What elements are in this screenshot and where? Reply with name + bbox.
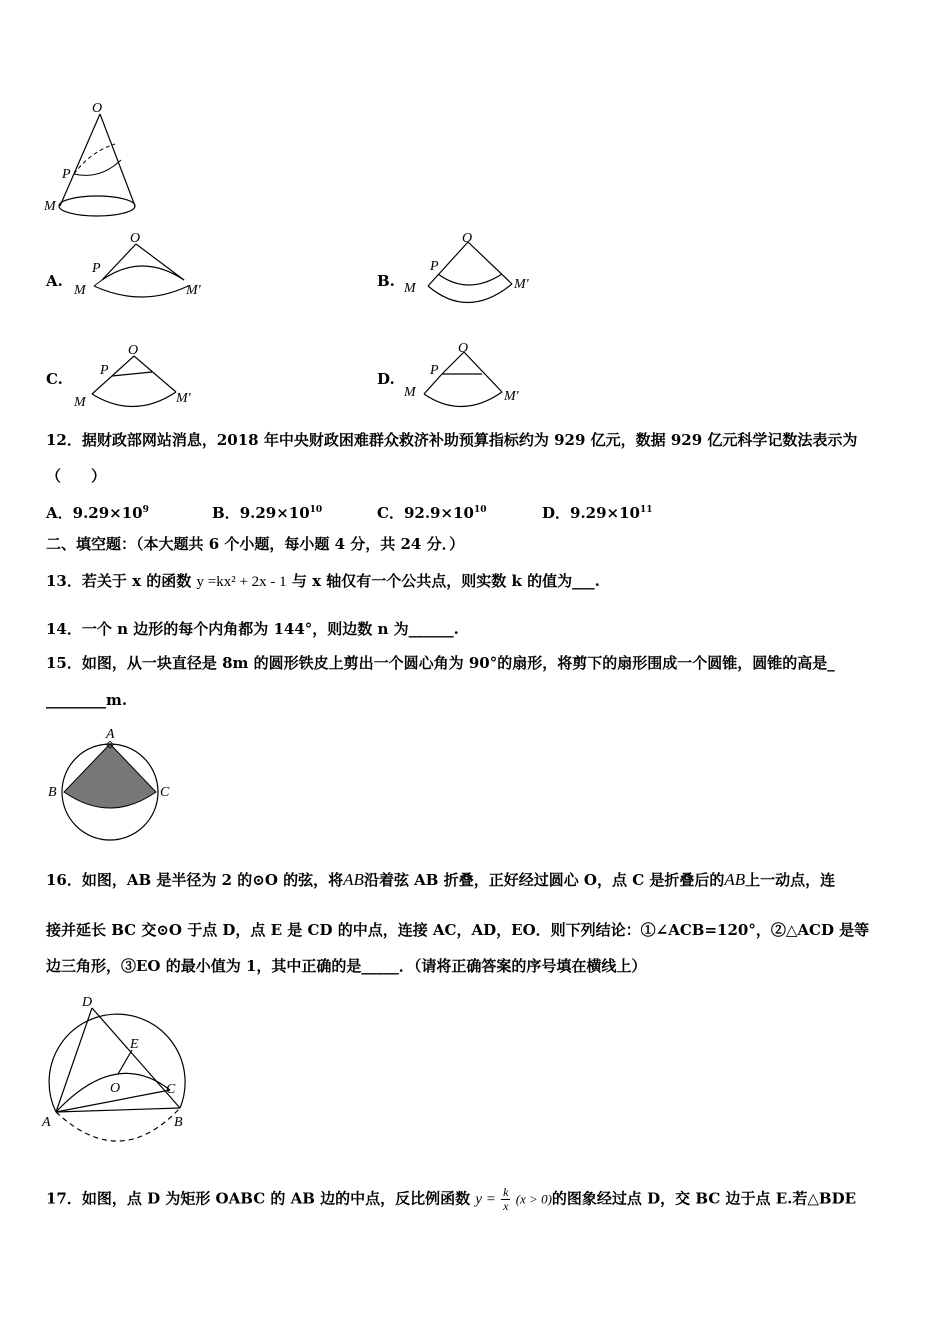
- q17-pre: 17．如图，点 D 为矩形 OABC 的 AB 边的中点，反比例函数: [46, 1189, 471, 1208]
- option-d-figure: [402, 338, 542, 413]
- option-a-o: O: [130, 231, 141, 246]
- q16-line2: 接并延长 BC 交⊙O 于点 D，点 E 是 CD 的中点，连接 AC，AD，EO．则下列结论：①∠ACB=120°，②△ACD 是等: [46, 921, 870, 939]
- q17-post: 的图象经过点 D，交 BC 边于点 E.若△BDE: [551, 1189, 857, 1208]
- q17-text: [46, 1186, 856, 1213]
- option-a-m-prime: M': [186, 283, 201, 298]
- option-c-label[interactable]: C.: [46, 370, 63, 388]
- q16-line3: 边三角形，③EO 的最小值为 1，其中正确的是_____．（请将正确答案的序号填在横线上）: [46, 957, 647, 975]
- option-b-o: O: [462, 231, 473, 246]
- q17-formula-y: y =: [475, 1191, 496, 1208]
- option-c-figure: [72, 342, 212, 412]
- cone-label-m: M: [44, 199, 56, 214]
- q16-part3: 上一动点，连: [745, 871, 836, 889]
- option-b-m: M: [404, 281, 416, 296]
- section-2-heading: 二、填空题：（本大题共 6 个小题，每小题 4 分，共 24 分．）: [46, 535, 465, 553]
- q17-frac-num: k: [503, 1185, 509, 1199]
- q12-option-d[interactable]: [542, 500, 653, 523]
- q16-label-d: D: [82, 995, 93, 1010]
- option-b-label[interactable]: B.: [377, 272, 395, 290]
- q12-option-b[interactable]: [212, 500, 322, 523]
- cone-label-p: P: [62, 167, 71, 182]
- q13-formula: y =kx² + 2x - 1: [196, 574, 287, 590]
- q15-label-b: B: [48, 785, 57, 800]
- q12-option-b-exp: 10: [309, 505, 323, 515]
- q16-label-o: O: [110, 1081, 121, 1096]
- q17-frac-den: x: [503, 1199, 509, 1213]
- q15-label-a: A: [106, 727, 115, 742]
- q15-line2: ________m.: [46, 691, 128, 709]
- option-c-m-prime: M': [176, 391, 191, 406]
- q15-line1: 15．如图，从一块直径是 8m 的圆形铁皮上剪出一个圆心角为 90°的扇形，将剪下的扇形围成一个圆锥，圆锥的高是_: [46, 654, 835, 672]
- q16-arc-ab-1: AB: [343, 870, 364, 889]
- q12-option-d-exp: 11: [640, 505, 653, 515]
- q17-condition: (x > 0): [515, 1191, 552, 1207]
- q12-option-a-exp: 9: [142, 505, 149, 515]
- option-d-m: M: [404, 385, 416, 400]
- q12-text: 12．据财政部网站消息，2018 年中央财政困难群众救济补助预算指标约为 929 亿元，数据 929 亿元科学记数法表示为: [46, 431, 858, 449]
- option-a-label[interactable]: A.: [46, 272, 63, 290]
- q15-figure: [46, 726, 186, 846]
- q14-text: 14．一个 n 边形的每个内角都为 144°，则边数 n 为______.: [46, 620, 459, 638]
- option-a-p: P: [92, 261, 101, 276]
- option-c-o: O: [128, 343, 139, 358]
- option-d-m-prime: M': [504, 389, 519, 404]
- option-a-figure: [72, 232, 212, 307]
- q16-part1: 16．如图，AB 是半径为 2 的⊙O 的弦，将: [46, 871, 344, 889]
- option-c-p: P: [100, 363, 109, 378]
- q16-part2: 沿着弦 AB 折叠，正好经过圆心 O，点 C 是折叠后的: [363, 871, 725, 889]
- q12-option-d-label: D．: [542, 504, 571, 522]
- option-d-label[interactable]: D.: [377, 370, 395, 388]
- q13-pre: 13．若关于 x 的函数: [46, 572, 197, 590]
- q12-option-d-base: 9.29×10: [570, 504, 640, 522]
- q12-option-c[interactable]: [377, 500, 486, 523]
- q15-label-c: C: [160, 785, 170, 800]
- q12-option-b-label: B．: [212, 504, 240, 522]
- cone-label-o: O: [92, 101, 103, 116]
- q12-option-a-label: A．: [46, 504, 73, 522]
- q12-option-c-exp: 10: [473, 505, 487, 515]
- option-b-m-prime: M': [514, 277, 529, 292]
- q16-label-e: E: [130, 1037, 139, 1052]
- q12-option-a[interactable]: [46, 500, 149, 523]
- q12-option-a-base: 9.29×10: [72, 504, 143, 522]
- option-b-p: P: [430, 259, 439, 274]
- option-d-o: O: [458, 341, 469, 356]
- q16-arc-ab-2: AB: [724, 870, 746, 889]
- q16-line1: [46, 870, 835, 890]
- option-b-figure: [402, 230, 542, 310]
- q16-label-c: C: [166, 1082, 176, 1097]
- q12-option-c-base: 92.9×10: [403, 504, 474, 522]
- q16-label-b: B: [174, 1115, 183, 1130]
- q12-option-b-base: 9.29×10: [239, 504, 310, 522]
- q16-label-a: A: [42, 1115, 51, 1130]
- option-c-m: M: [74, 395, 86, 410]
- option-d-p: P: [430, 363, 439, 378]
- q16-figure: [40, 990, 200, 1155]
- q17-fraction: [501, 1186, 510, 1213]
- q13-text: [46, 571, 600, 592]
- option-a-m: M: [74, 283, 86, 298]
- q12-paren: （ ）: [46, 467, 107, 485]
- cone-figure: [40, 100, 150, 220]
- q12-option-c-label: C．: [377, 504, 404, 522]
- q13-post: 与 x 轴仅有一个公共点，则实数 k 的值为___.: [286, 572, 600, 590]
